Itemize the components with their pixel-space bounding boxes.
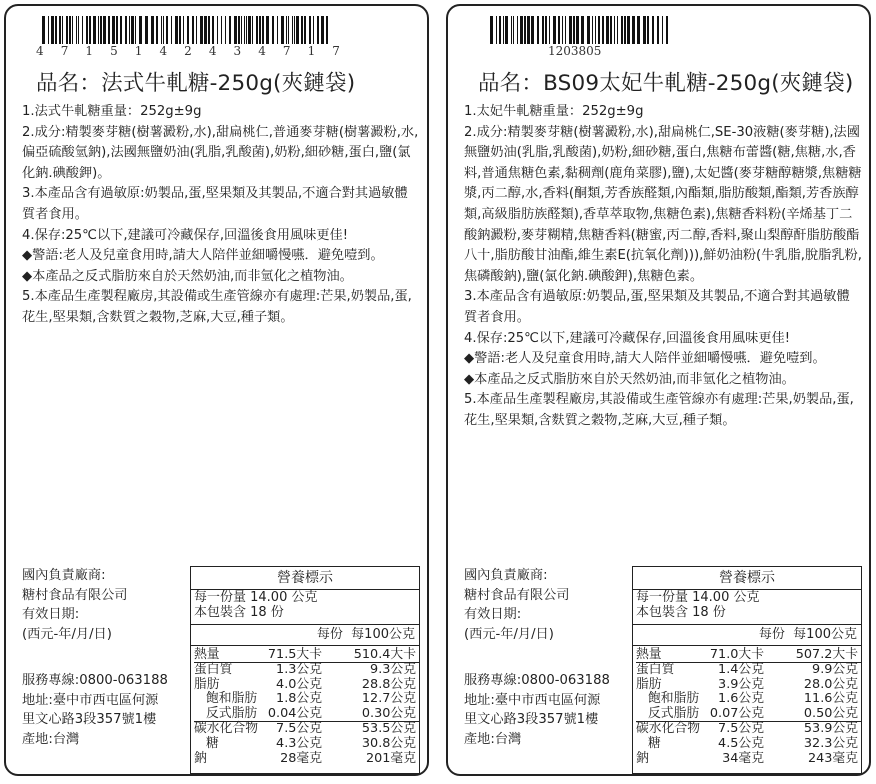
barcode-digits-left xyxy=(36,44,340,58)
barcode-digit: 1 xyxy=(307,44,316,58)
col-per-100g: 每100公克 xyxy=(793,627,857,642)
value-per-100g: 30.8公克 xyxy=(361,735,416,751)
value-per-100g: 32.3公克 xyxy=(803,735,858,751)
company-name: 糖村食品有限公司 xyxy=(22,587,128,603)
serving-info xyxy=(633,590,861,625)
nutrition-rows xyxy=(633,646,861,766)
value-per-serving: 7.5公克 xyxy=(276,720,322,736)
barcode-digit: 1 xyxy=(85,44,94,58)
value-per-100g: 507.2大卡 xyxy=(764,648,861,663)
value-per-serving: 71.0大卡 xyxy=(700,648,764,663)
barcode-digit: 5 xyxy=(110,44,118,58)
col-per-100g: 每100公克 xyxy=(351,627,415,642)
serving-size: 每一份量 14.00 公克 xyxy=(194,590,318,605)
value-per-100g: 9.9公克 xyxy=(812,661,858,677)
nutrition-row xyxy=(636,737,861,752)
value-per-100g: 28.0公克 xyxy=(803,676,858,692)
product-title: 品名：BS09太妃牛軋糖-250g(夾鏈袋) xyxy=(478,71,854,96)
barcode-digit: 4 xyxy=(208,44,217,58)
service-hotline: 服務專線:0800-063188 xyxy=(22,673,168,688)
paragraph-allergens: 3.本產品含有過敏原:奶製品,蛋,堅果類及其製品,不適合對其過敏體質者食用。 xyxy=(464,289,850,325)
value-per-serving: 1.8公克 xyxy=(276,691,322,707)
serving-size: 每一份量 14.00 公克 xyxy=(636,590,760,605)
value-per-100g: 11.6公克 xyxy=(803,691,858,707)
nutrient-name: 糖 xyxy=(648,735,661,751)
paragraph-trans-fat: ◆本產品之反式脂肪來自於天然奶油,而非氫化之植物油。 xyxy=(464,371,795,387)
paragraph-warning: ◆警語:老人及兒童食用時,請大人陪伴並細嚼慢嚥．避免噎到。 xyxy=(464,351,826,367)
paragraph-trans-fat: ◆本產品之反式脂肪來自於天然奶油,而非氫化之植物油。 xyxy=(22,268,353,284)
product-description xyxy=(22,102,420,329)
barcode-right xyxy=(490,16,670,44)
paragraph-allergens: 3.本產品含有過敏原:奶製品,蛋,堅果類及其製品,不適合對其過敏體質者食用。 xyxy=(22,186,408,222)
product-label-right xyxy=(446,4,871,776)
address-line-1: 地址:臺中市西屯區何源 xyxy=(464,692,601,708)
barcode-digit: 7 xyxy=(60,44,69,58)
value-per-100g: 12.7公克 xyxy=(361,691,416,707)
value-per-100g: 9.3公克 xyxy=(370,661,416,677)
nutrient-name: 反式脂肪 xyxy=(194,707,258,722)
nutrient-name: 飽和脂肪 xyxy=(648,691,700,707)
product-title: 品名：法式牛軋糖-250g(夾鏈袋) xyxy=(36,71,356,96)
paragraph-storage: 4.保存:25℃以下,建議可冷藏保存,回溫後食用風味更佳! xyxy=(464,330,791,346)
nutrient-name: 熱量 xyxy=(636,648,700,663)
value-per-100g: 201毫克 xyxy=(365,750,416,766)
nutrition-row xyxy=(194,722,419,737)
nutrition-row xyxy=(636,752,861,767)
date-format: (西元-年/月/日) xyxy=(464,626,554,642)
value-per-serving: 7.5公克 xyxy=(718,720,764,736)
nutrition-row xyxy=(636,722,861,737)
nutrition-row xyxy=(194,648,419,663)
value-per-serving: 1.4公克 xyxy=(718,661,764,677)
expiry-label: 有效日期: xyxy=(22,607,80,622)
nutrient-name: 碳水化合物 xyxy=(636,720,700,736)
value-per-serving: 28毫克 xyxy=(280,750,322,766)
nutrition-heading: 營養標示 xyxy=(633,567,861,590)
servings-per-pack: 本包裝含 18 份 xyxy=(636,605,726,620)
value-per-serving: 3.9公克 xyxy=(718,676,764,692)
product-description xyxy=(464,102,862,432)
address-line-2: 里文心路3段357號1樓 xyxy=(22,712,157,727)
value-per-serving: 4.5公克 xyxy=(718,735,764,751)
nutrient-name: 反式脂肪 xyxy=(636,707,700,722)
value-per-serving: 4.3公克 xyxy=(276,735,322,751)
servings-per-pack: 本包裝含 18 份 xyxy=(194,605,284,620)
value-per-serving: 0.04公克 xyxy=(258,707,322,722)
nutrient-name: 蛋白質 xyxy=(194,661,233,677)
value-per-serving: 4.0公克 xyxy=(276,676,322,692)
value-per-100g: 0.50公克 xyxy=(764,707,861,722)
nutrition-row xyxy=(636,707,861,722)
nutrient-name: 熱量 xyxy=(194,648,258,663)
origin: 產地:台灣 xyxy=(464,731,522,747)
paragraph-facility: 5.本產品生產製程廠房,其設備或生產管線亦有處理:芒果,奶製品,蛋,花生,堅果類,含麩質之穀物,芝麻,大豆,種子類。 xyxy=(22,289,412,325)
nutrition-rows xyxy=(191,646,419,766)
nutrition-row xyxy=(194,707,419,722)
service-hotline: 服務專線:0800-063188 xyxy=(464,673,610,688)
paragraph-weight: 1.法式牛軋糖重量：252g±9g xyxy=(22,104,202,119)
nutrient-name: 鈉 xyxy=(194,750,207,766)
nutrition-row xyxy=(636,663,861,678)
col-per-serving: 每份 xyxy=(758,627,785,642)
nutrition-row xyxy=(194,692,419,707)
nutrient-name: 脂肪 xyxy=(636,676,662,692)
paragraph-ingredients: 2.成分:精製麥芽糖(樹薯澱粉,水),甜扁桃仁,普通麥芽糖(樹薯澱粉,水,偏亞硫酸氫鈉),法國無鹽奶油(乳脂,乳酸菌),奶粉,細砂糖,蛋白,鹽(氯化鈉.碘酸鉀)。 xyxy=(22,124,419,181)
value-per-100g: 0.30公克 xyxy=(322,707,419,722)
barcode-digit: 7 xyxy=(282,44,291,58)
nutrient-name: 蛋白質 xyxy=(636,661,675,677)
serving-info xyxy=(191,590,419,625)
address-line-1: 地址:臺中市西屯區何源 xyxy=(22,692,159,708)
nutrient-name: 飽和脂肪 xyxy=(206,691,258,707)
barcode-digit: 7 xyxy=(332,44,340,58)
barcode-digit: 4 xyxy=(258,44,266,58)
value-per-serving: 71.5大卡 xyxy=(258,648,322,663)
importer-label: 國內負責廠商: xyxy=(22,568,106,583)
paragraph-weight: 1.太妃牛軋糖重量：252g±9g xyxy=(464,104,644,119)
nutrient-name: 鈉 xyxy=(636,750,649,766)
nutrition-row xyxy=(194,752,419,767)
value-per-100g: 53.9公克 xyxy=(803,720,858,736)
barcode-digit: 1 xyxy=(134,44,143,58)
nutrition-table xyxy=(190,566,420,774)
expiry-label: 有效日期: xyxy=(464,607,522,622)
nutrition-table xyxy=(632,566,862,774)
value-per-100g: 28.8公克 xyxy=(361,676,416,692)
barcode-number: 1203805 xyxy=(548,44,602,58)
importer-label: 國內負責廠商: xyxy=(464,568,548,583)
paragraph-ingredients: 2.成分:精製麥芽糖(樹薯澱粉,水),甜扁桃仁,SE-30液糖(麥芽糖),法國無鹽奶油(乳脂,乳酸菌),奶粉,細砂糖,蛋白,焦糖布蕾醬(糖,焦糖,水,香料,普通焦糖色素,黏稠劑(鹿角菜膠),鹽),太妃醬(麥芽糖醇糖漿,焦糖糖漿,丙二醇,水,香料(酮類,芳香族醛類,內酯類,脂肪酸類,酯類,芳香族醇類,高級脂肪族醛類),香草萃取物,焦糖色素),焦糖香料粉(辛烯基丁二酸鈉澱粉,麥芽糊精,焦糖香料(糖蜜,丙二醇,香料,聚山梨醇酐脂肪酸酯八十,脂肪酸甘油酯,維生素E(抗氧化劑))),鮮奶油粉(牛乳脂,脫脂乳粉,焦磷酸鈉),鹽(氯化鈉.碘酸鉀),焦糖色素。 xyxy=(464,124,862,284)
paragraph-storage: 4.保存:25℃以下,建議可冷藏保存,回溫後食用風味更佳! xyxy=(22,227,349,243)
nutrient-name: 碳水化合物 xyxy=(194,720,258,736)
nutrient-name: 脂肪 xyxy=(194,676,220,692)
product-label-left xyxy=(4,4,429,776)
nutrition-row xyxy=(636,692,861,707)
value-per-100g: 53.5公克 xyxy=(361,720,416,736)
barcode-digit: 3 xyxy=(233,44,242,58)
barcode-digit: 2 xyxy=(184,44,192,58)
nutrient-name: 糖 xyxy=(206,735,219,751)
value-per-serving: 0.07公克 xyxy=(700,707,764,722)
nutrition-row xyxy=(194,737,419,752)
nutrition-heading: 營養標示 xyxy=(191,567,419,590)
paragraph-facility: 5.本產品生產製程廠房,其設備或生產管線亦有處理:芒果,奶製品,蛋,花生,堅果類,含麩質之穀物,芝麻,大豆,種子類。 xyxy=(464,392,854,428)
value-per-serving: 34毫克 xyxy=(722,750,764,766)
address-line-2: 里文心路3段357號1樓 xyxy=(464,712,599,727)
col-per-serving: 每份 xyxy=(316,627,343,642)
company-info xyxy=(464,566,634,749)
barcode-digit: 4 xyxy=(159,44,168,58)
value-per-100g: 510.4大卡 xyxy=(322,648,419,663)
paragraph-warning: ◆警語:老人及兒童食用時,請大人陪伴並細嚼慢嚥．避免噎到。 xyxy=(22,248,384,264)
company-info xyxy=(22,566,192,749)
value-per-serving: 1.3公克 xyxy=(276,661,322,677)
nutrition-row xyxy=(636,648,861,663)
value-per-100g: 243毫克 xyxy=(807,750,858,766)
company-name: 糖村食品有限公司 xyxy=(464,587,570,603)
origin: 產地:台灣 xyxy=(22,731,80,747)
date-format: (西元-年/月/日) xyxy=(22,626,112,642)
value-per-serving: 1.6公克 xyxy=(718,691,764,707)
barcode-left xyxy=(42,16,332,44)
barcode-digit: 4 xyxy=(36,44,44,58)
nutrition-column-headers xyxy=(633,625,861,646)
nutrition-column-headers xyxy=(191,625,419,646)
nutrition-row xyxy=(194,663,419,678)
